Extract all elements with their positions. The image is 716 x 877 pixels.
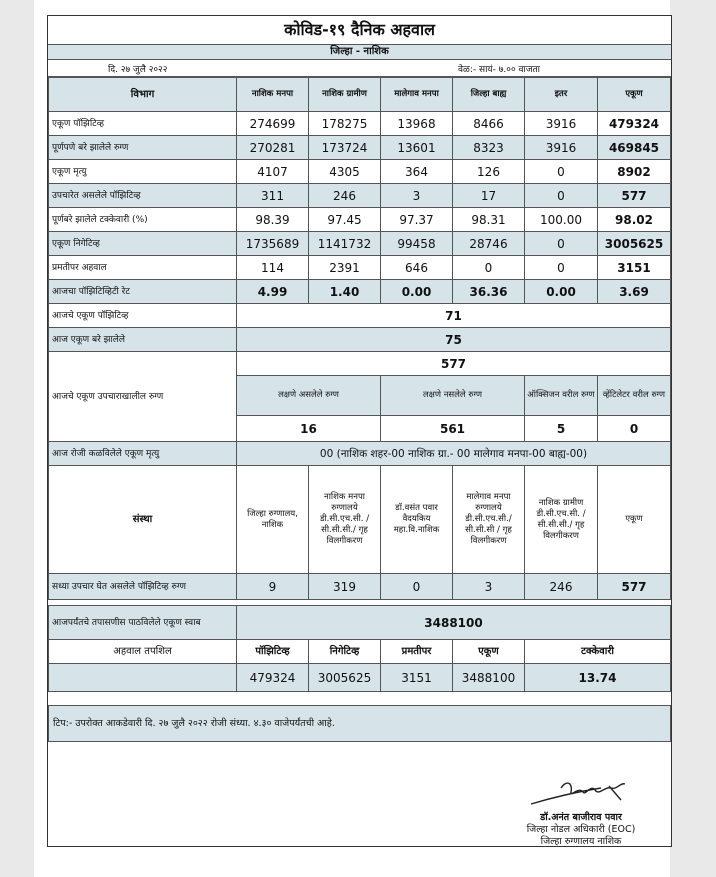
row-label: पूर्णबरे झालेले टक्केवारी (%) [49,208,237,232]
main-stats-table [48,77,671,742]
table-row [49,280,671,304]
report-time: वेळ:- सायं- ७.०० वाजता [458,65,540,75]
summary-header-row [49,640,671,664]
cell: 3 [381,184,453,208]
cell: 319 [309,574,381,600]
column-header: ऑक्सिजन वरील रुग्ण [525,376,598,416]
column-header: मालेगाव मनपा [381,78,453,112]
column-header: प्रमतीपर [381,640,453,664]
cell: 4305 [309,160,381,184]
cell: 13.74 [525,664,671,692]
cell: 8466 [453,112,525,136]
cell: 114 [237,256,309,280]
column-header: इतर [525,78,598,112]
cell: 17 [453,184,525,208]
cell: 28746 [453,232,525,256]
row-label: एकूण निगेटिव्ह [49,232,237,256]
cell: 8323 [453,136,525,160]
row-label: आजचे एकूण पॉझिटिव्ह [49,304,237,328]
swabs-value: 3488100 [237,606,671,640]
swabs-row [49,606,671,640]
signatory-office: जिल्हा रुग्णालय नाशिक [540,836,622,847]
summary-values-row [49,664,671,692]
cell: 13601 [381,136,453,160]
cell: 561 [381,416,525,442]
cell: 99458 [381,232,453,256]
column-header: लक्षणे असलेले रुग्ण [237,376,381,416]
column-header: निगेटिव्ह [309,640,381,664]
spacer-row [49,692,671,706]
cell-total: 3.69 [598,280,671,304]
column-header: जिल्हा रुग्णालय, नाशिक [237,466,309,574]
district-label: जिल्हा - नाशिक [48,45,671,60]
report-title: कोविड-१९ दैनिक अहवाल [48,16,671,45]
today-positive-row [49,304,671,328]
cell-total: 577 [598,574,671,600]
cell: 5 [525,416,598,442]
cell-total: 479324 [598,112,671,136]
cell: 274699 [237,112,309,136]
table-row [49,208,671,232]
row-label: आजचे एकूण उपचाराखालील रुग्ण [49,352,237,442]
column-header: एकूण [598,78,671,112]
table-row [49,184,671,208]
cell: 126 [453,160,525,184]
today-recovered-value: 75 [237,328,671,352]
cell: 3488100 [453,664,525,692]
today-positive-value: 71 [237,304,671,328]
cell-total: 3005625 [598,232,671,256]
row-label: एकूण मृत्यु [49,160,237,184]
row-label: उपचारेत असलेले पॉझिटिव्ह [49,184,237,208]
cell: 0.00 [381,280,453,304]
cell: 1735689 [237,232,309,256]
column-header: नाशिक मनपा [237,78,309,112]
cell: 3916 [525,112,598,136]
cell: 178275 [309,112,381,136]
institution-label: संस्था [49,466,237,574]
institutions-values-row [49,574,671,600]
cell-total: 469845 [598,136,671,160]
cell-total: 98.02 [598,208,671,232]
cell: 3005625 [309,664,381,692]
document-page [34,0,670,877]
cell: 3 [453,574,525,600]
date-row [48,60,671,77]
cell: 270281 [237,136,309,160]
signatory-designation: जिल्हा नोडल अधिकारी (EOC) [526,824,636,835]
cell: 0 [525,256,598,280]
deaths-today-row [49,442,671,466]
cell: 100.00 [525,208,598,232]
cell: 16 [237,416,381,442]
signatory-name: डॉ.अनंत बाजीराव पवार [540,812,622,823]
column-header: एकूण [453,640,525,664]
cell: 0 [598,416,671,442]
cell: 4107 [237,160,309,184]
row-label: आजपर्यंतचे तपासणीस पाठविलेले एकूण स्वाब [49,606,237,640]
report-sheet [47,15,672,847]
cell: 646 [381,256,453,280]
row-label: आज रोजी कळविलेले एकूण मृत्यु [49,442,237,466]
table-row [49,112,671,136]
signature-block [521,778,641,848]
table-row [49,232,671,256]
report-date: दि. २७ जुलै २०२२ [108,65,168,75]
cell-total: 8902 [598,160,671,184]
cell: 0 [381,574,453,600]
column-header: डॉ.वसंत पवार वैदयकिय महा.वि.नाशिक [381,466,453,574]
column-header: विभाग [49,78,237,112]
table-row [49,136,671,160]
signature-icon [521,778,641,810]
table-header-row [49,78,671,112]
column-header: एकूण [598,466,671,574]
cell: 13968 [381,112,453,136]
cell: 98.31 [453,208,525,232]
column-header: नाशिक ग्रामीण [309,78,381,112]
cell: 1.40 [309,280,381,304]
cell: 98.39 [237,208,309,232]
cell: 0 [525,160,598,184]
note-row [49,706,671,742]
column-header: लक्षणे नसलेले रुग्ण [381,376,525,416]
cell-total: 577 [598,184,671,208]
table-row [49,160,671,184]
deaths-today-value: 00 (नाशिक शहर-00 नाशिक ग्रा.- 00 मालेगाव मनपा-00 बाह्य-00) [237,442,671,466]
under-treatment-total: 577 [237,352,671,376]
cell: 479324 [237,664,309,692]
row-label: सध्या उपचार घेत असलेले पॉझिटिव्ह रुग्ण [49,574,237,600]
cell: 246 [309,184,381,208]
column-header: नाशिक ग्रामीण डी.सी.एच.सी. /सी.सी.सी./ गृह विलगीकरण [525,466,598,574]
cell: 0 [453,256,525,280]
cell: 3916 [525,136,598,160]
row-label: आज एकूण बरे झालेले [49,328,237,352]
row-label: प्रमतीपर अहवाल [49,256,237,280]
cell: 9 [237,574,309,600]
cell: 311 [237,184,309,208]
row-label: पूर्णपणे बरे झालेले रुग्ण [49,136,237,160]
today-recovered-row [49,328,671,352]
summary-label: अहवाल तपशिल [49,640,237,664]
row-label: आजचा पॉझिटिव्हिटी रेट [49,280,237,304]
cell: 97.45 [309,208,381,232]
institutions-header-row [49,466,671,574]
cell: 2391 [309,256,381,280]
column-header: पॉझिटिव्ह [237,640,309,664]
empty-cell [49,664,237,692]
cell: 36.36 [453,280,525,304]
cell: 97.37 [381,208,453,232]
cell: 1141732 [309,232,381,256]
under-treatment-total-row [49,352,671,376]
cell: 0 [525,184,598,208]
cell: 246 [525,574,598,600]
cell-total: 3151 [598,256,671,280]
table-row [49,256,671,280]
cell: 364 [381,160,453,184]
column-header: नाशिक मनपा रुग्णालये डी.सी.एच.सी. / सी.सी.सी./ गृह विलगीकरण [309,466,381,574]
cell: 0.00 [525,280,598,304]
cell: 173724 [309,136,381,160]
note-text: टिप:- उपरोक्त आकडेवारी दि. २७ जुलै २०२२ रोजी संध्या. ४.३० वाजेपर्यंतची आहे. [49,706,671,742]
column-header: जिल्हा बाह्य [453,78,525,112]
cell: 4.99 [237,280,309,304]
column-header: टक्केवारी [525,640,671,664]
column-header: व्हेंटिलेटर वरील रुग्ण [598,376,671,416]
cell: 0 [525,232,598,256]
row-label: एकूण पॉझिटिव्ह [49,112,237,136]
column-header: मालेगाव मनपा रुग्णालये डी.सी.एच.सी./ सी.सी.सी / गृह विलगीकरण [453,466,525,574]
cell: 3151 [381,664,453,692]
